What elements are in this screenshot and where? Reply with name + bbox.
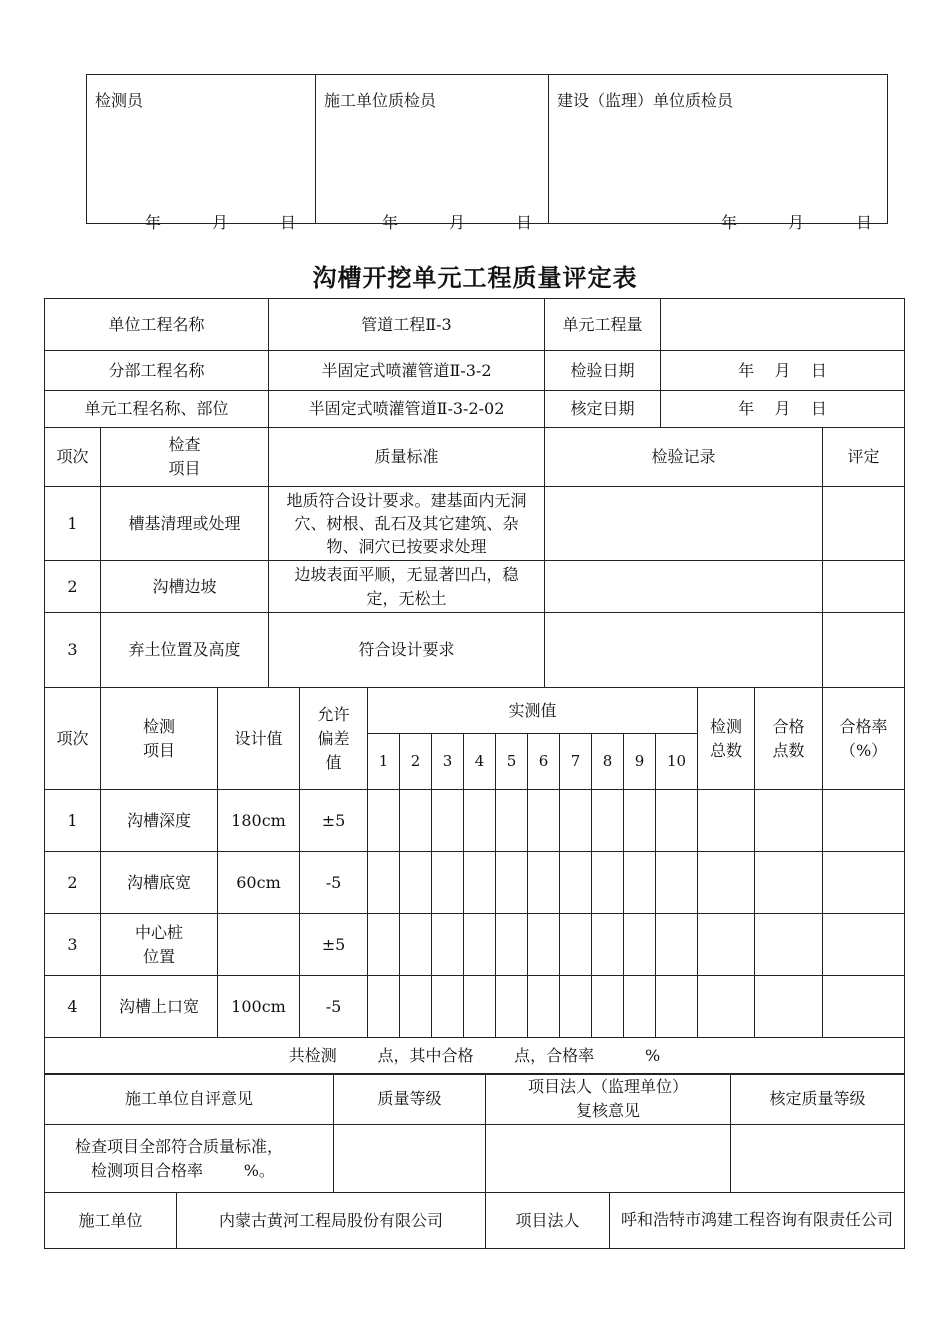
measured-value-cell[interactable] xyxy=(496,976,528,1038)
measure-no: 2 xyxy=(45,852,101,914)
measured-value-cell[interactable] xyxy=(464,914,496,976)
check-no: 3 xyxy=(45,613,101,688)
measure-no: 3 xyxy=(45,914,101,976)
self-opinion-label: 施工单位自评意见 xyxy=(45,1074,334,1125)
pass-count-cell[interactable] xyxy=(755,790,823,852)
month-label: 月 xyxy=(212,213,229,232)
measured-value-cell[interactable] xyxy=(368,914,400,976)
measured-value-cell[interactable] xyxy=(656,976,698,1038)
measure-col-rate-line1: 合格率 xyxy=(839,716,888,736)
table-row xyxy=(45,487,905,561)
measured-value-cell[interactable] xyxy=(496,790,528,852)
check-record-cell[interactable] xyxy=(545,487,823,561)
quality-grade-label: 质量等级 xyxy=(334,1074,486,1125)
inspector-cell[interactable] xyxy=(87,75,316,232)
day-label: 日 xyxy=(856,213,873,232)
division-label: 分部工程名称 xyxy=(45,351,269,391)
measure-item-line2: 位置 xyxy=(142,946,175,966)
measured-value-cell[interactable] xyxy=(528,852,560,914)
measure-tolerance: -5 xyxy=(300,852,368,914)
measure-col-tolerance xyxy=(300,688,368,790)
table-row xyxy=(45,914,905,976)
measured-value-cell[interactable] xyxy=(656,790,698,852)
measured-value-cell[interactable] xyxy=(432,914,464,976)
owner-qc-label: 建设（监理）单位质检员 xyxy=(557,91,734,110)
measure-item xyxy=(101,914,218,976)
construction-unit-value: 内蒙古黄河工程局股份有限公司 xyxy=(177,1193,486,1249)
measure-col-tol-line3: 值 xyxy=(325,752,342,772)
check-col-item-line2: 项目 xyxy=(168,459,201,478)
project-legal-value: 呼和浩特市鸿建工程咨询有限责任公司 xyxy=(610,1193,905,1249)
measured-value-cell[interactable] xyxy=(560,852,592,914)
unit-quantity-label: 单元工程量 xyxy=(545,299,661,351)
check-table xyxy=(44,427,905,688)
verify-date-label: 核定日期 xyxy=(545,391,661,428)
measured-value-cell[interactable] xyxy=(432,976,464,1038)
measured-value-cell[interactable] xyxy=(400,914,432,976)
table-row xyxy=(45,976,905,1038)
measure-design xyxy=(218,914,300,976)
measure-item xyxy=(101,852,218,914)
measured-value-cell[interactable] xyxy=(528,976,560,1038)
measure-num: 9 xyxy=(624,734,656,790)
measure-col-pass xyxy=(755,688,823,790)
check-col-record: 检验记录 xyxy=(545,428,823,487)
self-opinion-text[interactable] xyxy=(45,1125,334,1193)
legal-review-cell[interactable] xyxy=(486,1125,731,1193)
check-no: 2 xyxy=(45,561,101,613)
check-record-cell[interactable] xyxy=(545,561,823,613)
measured-value-cell[interactable] xyxy=(432,790,464,852)
measure-col-item xyxy=(101,688,218,790)
measure-num: 5 xyxy=(496,734,528,790)
measured-value-cell[interactable] xyxy=(528,790,560,852)
unit-quantity-value[interactable] xyxy=(661,299,905,351)
measured-value-cell[interactable] xyxy=(592,790,624,852)
measure-num: 7 xyxy=(560,734,592,790)
measure-col-measured: 实测值 xyxy=(368,688,698,734)
month-label: 月 xyxy=(788,213,805,232)
check-item: 弃土位置及高度 xyxy=(101,613,269,688)
measured-value-cell[interactable] xyxy=(624,790,656,852)
measured-value-cell[interactable] xyxy=(528,914,560,976)
measure-no: 1 xyxy=(45,790,101,852)
construction-qc-cell[interactable] xyxy=(316,75,549,232)
measure-num: 10 xyxy=(656,734,698,790)
total-count-cell[interactable] xyxy=(698,976,755,1038)
measured-value-cell[interactable] xyxy=(400,976,432,1038)
year-label: 年 xyxy=(382,213,399,232)
unit-project-label: 单位工程名称 xyxy=(45,299,269,351)
total-count-cell[interactable] xyxy=(698,914,755,976)
measured-value-cell[interactable] xyxy=(624,914,656,976)
signature-table xyxy=(86,74,888,232)
pass-rate-cell[interactable] xyxy=(823,976,905,1038)
year-label: 年 xyxy=(145,213,162,232)
self-opinion-line1: 检查项目全部符合质量标准， xyxy=(75,1136,284,1156)
measured-value-cell[interactable] xyxy=(464,852,496,914)
measure-num: 2 xyxy=(400,734,432,790)
division-value[interactable]: 半固定式喷灌管道Ⅱ-3-2 xyxy=(269,351,545,391)
measure-col-total-line1: 检测 xyxy=(710,716,743,736)
table-row xyxy=(45,852,905,914)
pass-count-cell[interactable] xyxy=(755,914,823,976)
measure-col-pass-line1: 合格 xyxy=(772,716,805,736)
measured-value-cell[interactable] xyxy=(656,852,698,914)
quality-grade-cell[interactable] xyxy=(334,1125,486,1193)
measured-value-cell[interactable] xyxy=(368,976,400,1038)
check-standard: 地质符合设计要求。建基面内无洞穴、树根、乱石及其它建筑、杂物、洞穴已按要求处理 xyxy=(269,487,545,561)
check-record-cell[interactable] xyxy=(545,613,823,688)
measure-col-item-line1: 检测 xyxy=(142,716,175,736)
check-col-rating: 评定 xyxy=(823,428,905,487)
measure-num: 3 xyxy=(432,734,464,790)
measured-value-cell[interactable] xyxy=(560,914,592,976)
footer-table xyxy=(44,1192,905,1249)
measure-col-rate-line2: （%） xyxy=(839,740,888,760)
measured-value-cell[interactable] xyxy=(496,914,528,976)
measured-value-cell[interactable] xyxy=(432,852,464,914)
table-row xyxy=(45,561,905,613)
measure-col-no: 项次 xyxy=(45,688,101,790)
day-label: 日 xyxy=(516,213,533,232)
measure-num: 8 xyxy=(592,734,624,790)
element-value[interactable]: 半固定式喷灌管道Ⅱ-3-2-02 xyxy=(269,391,545,428)
inspector-label: 检测员 xyxy=(95,91,144,110)
inspect-date-label: 检验日期 xyxy=(545,351,661,391)
element-label: 单元工程名称、部位 xyxy=(45,391,269,428)
check-col-standard: 质量标准 xyxy=(269,428,545,487)
total-count-cell[interactable] xyxy=(698,852,755,914)
measure-col-total xyxy=(698,688,755,790)
measured-value-cell[interactable] xyxy=(624,976,656,1038)
measure-num: 1 xyxy=(368,734,400,790)
legal-review-line2: 复核意见 xyxy=(575,1101,640,1120)
measured-value-cell[interactable] xyxy=(560,976,592,1038)
measured-value-cell[interactable] xyxy=(656,914,698,976)
page-title: 沟槽开挖单元工程质量评定表 xyxy=(312,264,638,292)
pass-count-cell[interactable] xyxy=(755,852,823,914)
measure-table xyxy=(44,687,905,1075)
evaluation-table xyxy=(44,1073,905,1193)
measure-tolerance: ±5 xyxy=(300,914,368,976)
measured-value-cell[interactable] xyxy=(560,790,592,852)
inspect-date-value[interactable]: 年 月 日 xyxy=(661,351,905,391)
measure-item-line1: 沟槽底宽 xyxy=(126,872,191,892)
measure-item-line1: 沟槽深度 xyxy=(126,810,191,830)
measure-col-total-line2: 总数 xyxy=(710,740,743,760)
measured-value-cell[interactable] xyxy=(400,790,432,852)
month-label: 月 xyxy=(449,213,466,232)
self-opinion-line2: 检测项目合格率 %。 xyxy=(91,1160,275,1180)
measured-value-cell[interactable] xyxy=(592,852,624,914)
measure-design: 100cm xyxy=(218,976,300,1038)
measure-num: 6 xyxy=(528,734,560,790)
project-legal-label: 项目法人 xyxy=(486,1193,610,1249)
pass-rate-cell[interactable] xyxy=(823,852,905,914)
measure-design: 180cm xyxy=(218,790,300,852)
measured-value-cell[interactable] xyxy=(464,790,496,852)
construction-unit-label: 施工单位 xyxy=(45,1193,177,1249)
measure-num: 4 xyxy=(464,734,496,790)
check-rating-cell[interactable] xyxy=(823,613,905,688)
measured-value-cell[interactable] xyxy=(368,852,400,914)
check-rating-cell[interactable] xyxy=(823,487,905,561)
header-table xyxy=(44,298,905,428)
measure-col-tol-line2: 偏差 xyxy=(317,728,350,748)
measure-item-line1: 沟槽上口宽 xyxy=(118,996,199,1016)
check-no: 1 xyxy=(45,487,101,561)
measure-tolerance: ±5 xyxy=(300,790,368,852)
construction-qc-label: 施工单位质检员 xyxy=(324,91,437,110)
check-col-item-line1: 检查 xyxy=(168,435,201,454)
check-rating-cell[interactable] xyxy=(823,561,905,613)
check-item: 沟槽边坡 xyxy=(101,561,269,613)
measure-tolerance: -5 xyxy=(300,976,368,1038)
total-count-cell[interactable] xyxy=(698,790,755,852)
verify-date-value[interactable]: 年 月 日 xyxy=(661,391,905,428)
pass-count-cell[interactable] xyxy=(755,976,823,1038)
measure-item xyxy=(101,790,218,852)
pass-rate-cell[interactable] xyxy=(823,914,905,976)
owner-qc-cell[interactable] xyxy=(549,75,888,232)
measured-value-cell[interactable] xyxy=(464,976,496,1038)
measured-value-cell[interactable] xyxy=(624,852,656,914)
measure-design: 60cm xyxy=(218,852,300,914)
year-label: 年 xyxy=(721,213,738,232)
unit-project-value[interactable]: 管道工程Ⅱ-3 xyxy=(269,299,545,351)
measured-value-cell[interactable] xyxy=(368,790,400,852)
check-item: 槽基清理或处理 xyxy=(101,487,269,561)
verified-grade-label: 核定质量等级 xyxy=(731,1074,905,1125)
measure-col-tol-line1: 允许 xyxy=(317,704,350,724)
check-standard: 符合设计要求 xyxy=(269,613,545,688)
measure-item xyxy=(101,976,218,1038)
summary-row: 共检测 点，其中合格 点，合格率 % xyxy=(45,1038,905,1075)
measured-value-cell[interactable] xyxy=(400,852,432,914)
table-row xyxy=(45,790,905,852)
measure-col-design: 设计值 xyxy=(218,688,300,790)
measure-col-rate xyxy=(823,688,905,790)
measured-value-cell[interactable] xyxy=(496,852,528,914)
measure-col-pass-line2: 点数 xyxy=(772,740,805,760)
day-label: 日 xyxy=(280,213,297,232)
verified-grade-cell[interactable] xyxy=(731,1125,905,1193)
pass-rate-cell[interactable] xyxy=(823,790,905,852)
measure-col-item-line2: 项目 xyxy=(142,740,175,760)
measured-value-cell[interactable] xyxy=(592,914,624,976)
measure-item-line1: 中心桩 xyxy=(134,922,183,942)
check-col-no: 项次 xyxy=(45,428,101,487)
legal-review-line1: 项目法人（监理单位） xyxy=(527,1077,688,1096)
measure-no: 4 xyxy=(45,976,101,1038)
check-col-item xyxy=(101,428,269,487)
measured-value-cell[interactable] xyxy=(592,976,624,1038)
table-row xyxy=(45,613,905,688)
legal-review-label xyxy=(486,1074,731,1125)
check-standard: 边坡表面平顺，无显著凹凸，稳定，无松土 xyxy=(269,561,545,613)
